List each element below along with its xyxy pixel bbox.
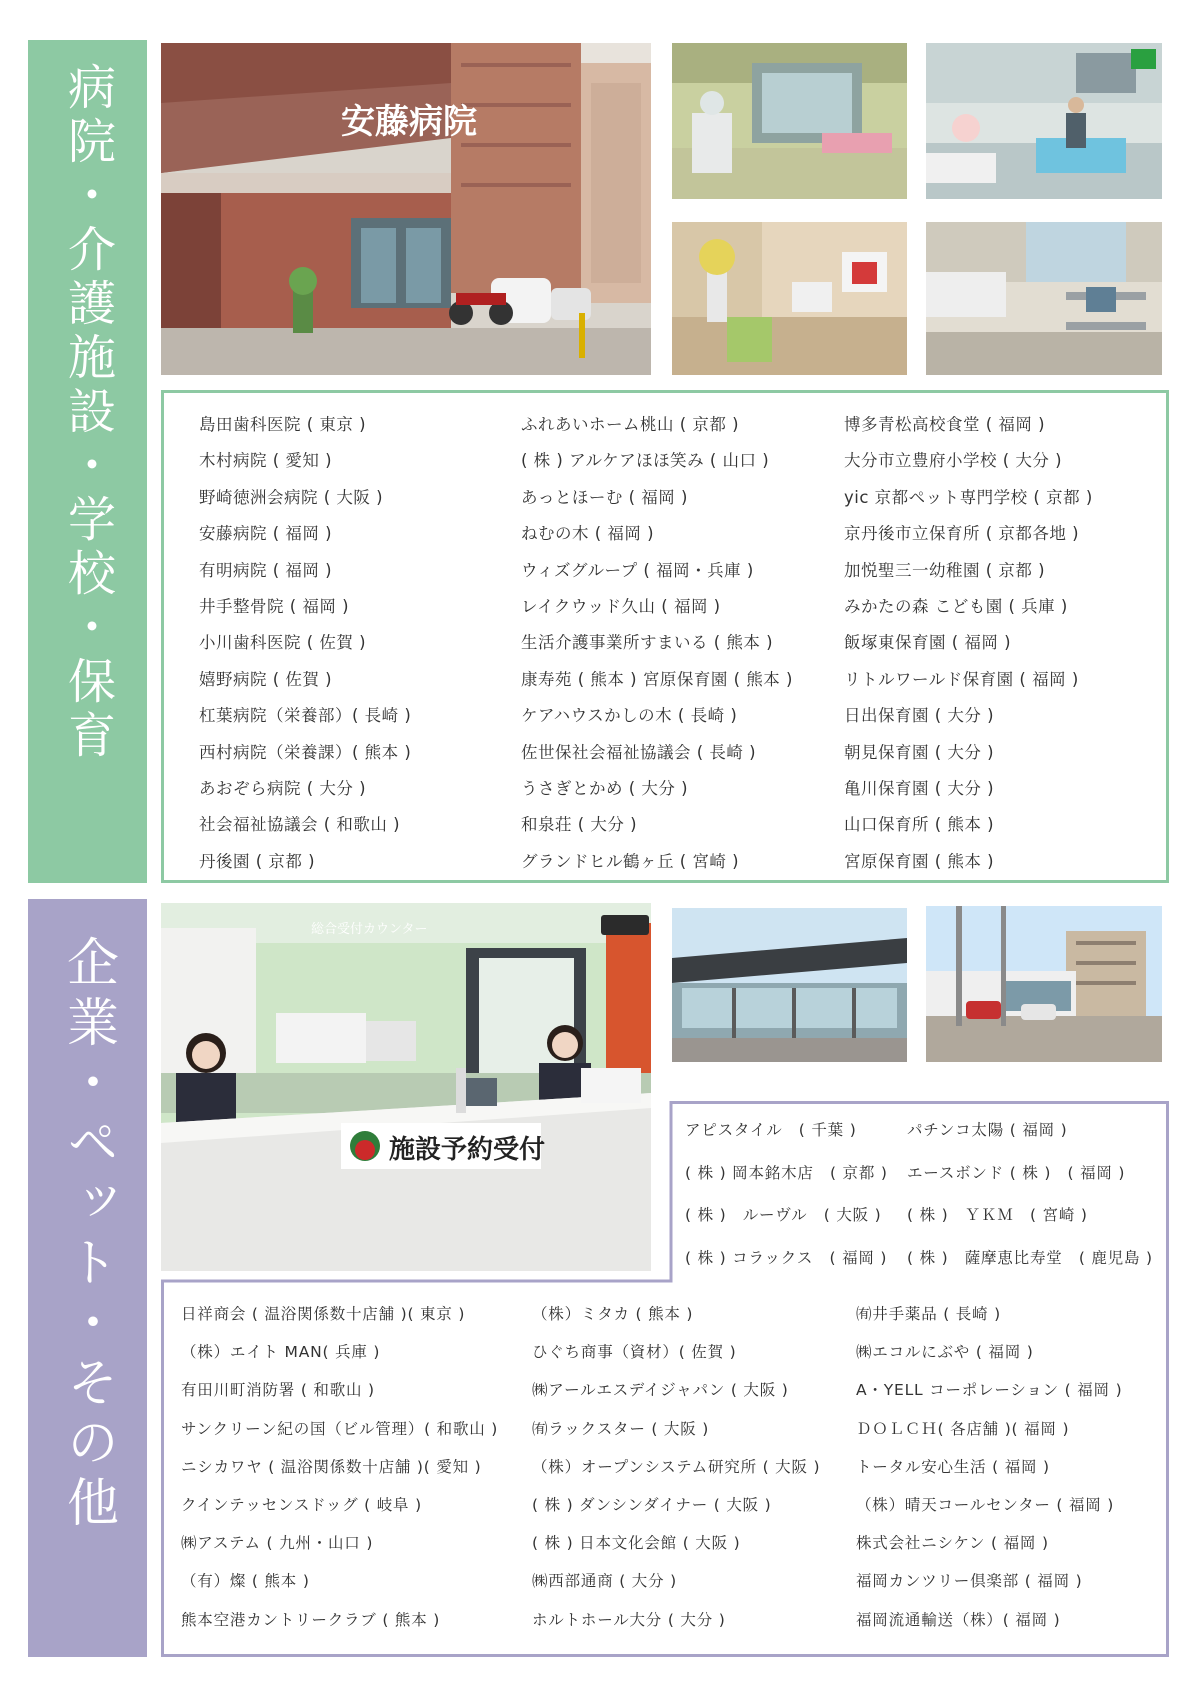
list-item: 丹後園 ( 京都 ) — [199, 851, 316, 871]
list-item: 大分市立豊府小学校 ( 大分 ) — [844, 451, 1063, 471]
list-item: サンクリーン紀の国（ビル管理）( 和歌山 ) — [181, 1419, 499, 1438]
section-band-facilities — [28, 40, 147, 883]
list-item: 社会福祉協議会 ( 和歌山 ) — [199, 815, 401, 835]
list-item: ( 株 ) 岡本銘木店 ( 京都 ) — [685, 1163, 888, 1182]
list-item: 福岡流通輸送（株）( 福岡 ) — [856, 1610, 1061, 1629]
company-column-2 — [532, 1295, 820, 1639]
list-item: （株）オープンシステム研究所 ( 大阪 ) — [532, 1457, 821, 1476]
list-item: 株式会社ニシケン ( 福岡 ) — [856, 1534, 1049, 1553]
list-item: ㈱西部通商 ( 大分 ) — [532, 1572, 677, 1591]
list-item: 井手整骨院 ( 福岡 ) — [199, 596, 350, 616]
list-item: うさぎとかめ ( 大分 ) — [521, 778, 689, 798]
list-item: （有）燦 ( 熊本 ) — [181, 1572, 310, 1591]
list-item: パチンコ太陽 ( 福岡 ) — [907, 1121, 1068, 1139]
list-item: ふれあいホーム桃山 ( 京都 ) — [521, 415, 740, 434]
facility-column-2 — [521, 407, 793, 880]
facility-column-1 — [199, 407, 411, 880]
list-item: 小川歯科医院 ( 佐賀 ) — [199, 633, 367, 653]
list-item: 飯塚東保育園 ( 福岡 ) — [844, 633, 1012, 653]
list-item: グランドヒル鶴ヶ丘 ( 宮崎 ) — [521, 851, 740, 871]
list-item: ㈲ラックスター ( 大阪 ) — [532, 1419, 710, 1438]
building-sign-text: 安藤病院 — [341, 104, 477, 141]
list-item: ( 株 ) 日本文化会館 ( 大阪 ) — [532, 1534, 741, 1553]
list-item: 加悦聖三一幼稚園 ( 京都 ) — [844, 560, 1046, 580]
list-item: 康寿苑 ( 熊本 ) 宮原保育園 ( 熊本 ) — [521, 669, 793, 689]
list-item: 西村病院（栄養課）( 熊本 ) — [199, 742, 412, 762]
list-item: ㈱エコルにぶや ( 福岡 ) — [856, 1343, 1034, 1362]
list-item: 嬉野病院 ( 佐賀 ) — [199, 669, 333, 689]
list-item: 佐世保社会福祉協議会 ( 長崎 ) — [521, 742, 757, 762]
list-item: （株）エイト MAN( 兵庫 ) — [181, 1343, 381, 1362]
counter-sign-text: 施設予約受付 — [389, 1135, 546, 1165]
list-item: （株）晴天コールセンター ( 福岡 ) — [856, 1495, 1115, 1514]
list-item: 野崎徳洲会病院 ( 大阪 ) — [199, 487, 384, 507]
list-item: yic 京都ペット専門学校 ( 京都 ) — [844, 487, 1093, 507]
list-item: ㈲井手薬品 ( 長崎 ) — [856, 1305, 1001, 1323]
list-item: 博多青松高校食堂 ( 福岡 ) — [844, 415, 1046, 434]
list-item: ( 株 ) 薩摩恵比寿堂 ( 鹿児島 ) — [907, 1248, 1153, 1267]
list-item: あおぞら病院 ( 大分 ) — [199, 778, 367, 798]
list-item: 和泉荘 ( 大分 ) — [521, 815, 638, 835]
list-item: 日祥商会 ( 温浴関係数十店舗 )( 東京 ) — [181, 1305, 466, 1323]
photo-exterior-modern — [672, 908, 907, 1062]
list-item: ひぐち商事（資材）( 佐賀 ) — [532, 1343, 737, 1362]
company-column-3 — [856, 1295, 1122, 1639]
list-item: 島田歯科医院 ( 東京 ) — [199, 415, 367, 434]
photo-hospital-building — [161, 43, 651, 375]
list-item: ㈱アステム ( 九州・山口 ) — [181, 1534, 374, 1553]
list-item: トータル安心生活 ( 福岡 ) — [856, 1457, 1050, 1476]
list-item: 安藤病院 ( 福岡 ) — [199, 524, 333, 544]
list-item: ケアハウスかしの木 ( 長崎 ) — [521, 706, 738, 726]
list-item: 有明病院 ( 福岡 ) — [199, 560, 333, 580]
list-item: 亀川保育園 ( 大分 ) — [844, 778, 995, 798]
list-item: 杠葉病院（栄養部）( 長崎 ) — [199, 706, 412, 726]
list-item: アピスタイル ( 千葉 ) — [685, 1121, 857, 1139]
facility-column-3 — [844, 407, 1093, 880]
list-item: 熊本空港カントリークラブ ( 熊本 ) — [181, 1610, 441, 1629]
company-column-1 — [181, 1295, 498, 1639]
list-item: エースボンド ( 株 ) ( 福岡 ) — [907, 1163, 1126, 1182]
list-item: 生活介護事業所すまいる ( 熊本 ) — [521, 633, 774, 653]
list-item: みかたの森 こども園 ( 兵庫 ) — [844, 596, 1068, 616]
list-item: ( 株 ) ダンシンダイナー ( 大阪 ) — [532, 1495, 772, 1514]
list-item: 山口保育所 ( 熊本 ) — [844, 815, 995, 835]
list-item: ニシカワヤ ( 温浴関係数十店舗 )( 愛知 ) — [181, 1457, 482, 1476]
list-item: A・YELL コーポレーション ( 福岡 ) — [856, 1381, 1123, 1400]
section-title-companies: 企業・ペット・その他 — [57, 935, 118, 1535]
photo-exterior-office — [926, 906, 1162, 1062]
list-item: ＤＯＬＣＨ( 各店舗 )( 福岡 ) — [856, 1419, 1070, 1438]
list-item: （株）ミタカ ( 熊本 ) — [532, 1305, 694, 1323]
list-item: あっとほーむ ( 福岡 ) — [521, 487, 688, 507]
section-title-facilities: 病院・介護施設・学校・保育 — [59, 62, 116, 764]
list-item: クインテッセンスドッグ ( 岐阜 ) — [181, 1495, 422, 1514]
list-item: ( 株 ) コラックス ( 福岡 ) — [685, 1248, 888, 1267]
facility-list-box — [161, 390, 1169, 883]
photo-interior-counter — [672, 43, 907, 199]
photo-interior-rehab — [926, 222, 1162, 375]
list-item: レイクウッド久山 ( 福岡 ) — [521, 596, 721, 616]
list-item: 宮原保育園 ( 熊本 ) — [844, 851, 995, 871]
list-item: 京丹後市立保育所 ( 京都各地 ) — [844, 524, 1080, 544]
list-item: 日出保育園 ( 大分 ) — [844, 706, 995, 726]
list-item: 木村病院 ( 愛知 ) — [199, 451, 333, 471]
reception-sign-text: 総合受付カウンター — [311, 922, 428, 937]
company-top-column-1 — [685, 1109, 888, 1279]
list-item: 福岡カンツリー倶楽部 ( 福岡 ) — [856, 1572, 1083, 1591]
section-band-companies — [28, 899, 147, 1657]
company-top-column-2 — [907, 1109, 1153, 1279]
list-item: 有田川町消防署 ( 和歌山 ) — [181, 1381, 375, 1400]
list-item: ( 株 ) ルーヴル ( 大阪 ) — [685, 1206, 882, 1224]
photo-interior-reception — [672, 222, 907, 375]
list-item: ねむの木 ( 福岡 ) — [521, 524, 655, 544]
photo-interior-waiting — [926, 43, 1162, 199]
list-item: ( 株 ) ＹＫＭ ( 宮崎 ) — [907, 1206, 1088, 1224]
list-item: ㈱アールエスデイジャパン ( 大阪 ) — [532, 1381, 789, 1400]
list-item: ウィズグループ ( 福岡・兵庫 ) — [521, 560, 754, 580]
list-item: ( 株 ) アルケアほほ笑み ( 山口 ) — [521, 451, 770, 471]
list-item: ホルトホール大分 ( 大分 ) — [532, 1610, 726, 1629]
list-item: リトルワールド保育園 ( 福岡 ) — [844, 669, 1079, 689]
list-item: 朝見保育園 ( 大分 ) — [844, 742, 995, 762]
company-list-frame — [161, 1101, 1169, 1657]
